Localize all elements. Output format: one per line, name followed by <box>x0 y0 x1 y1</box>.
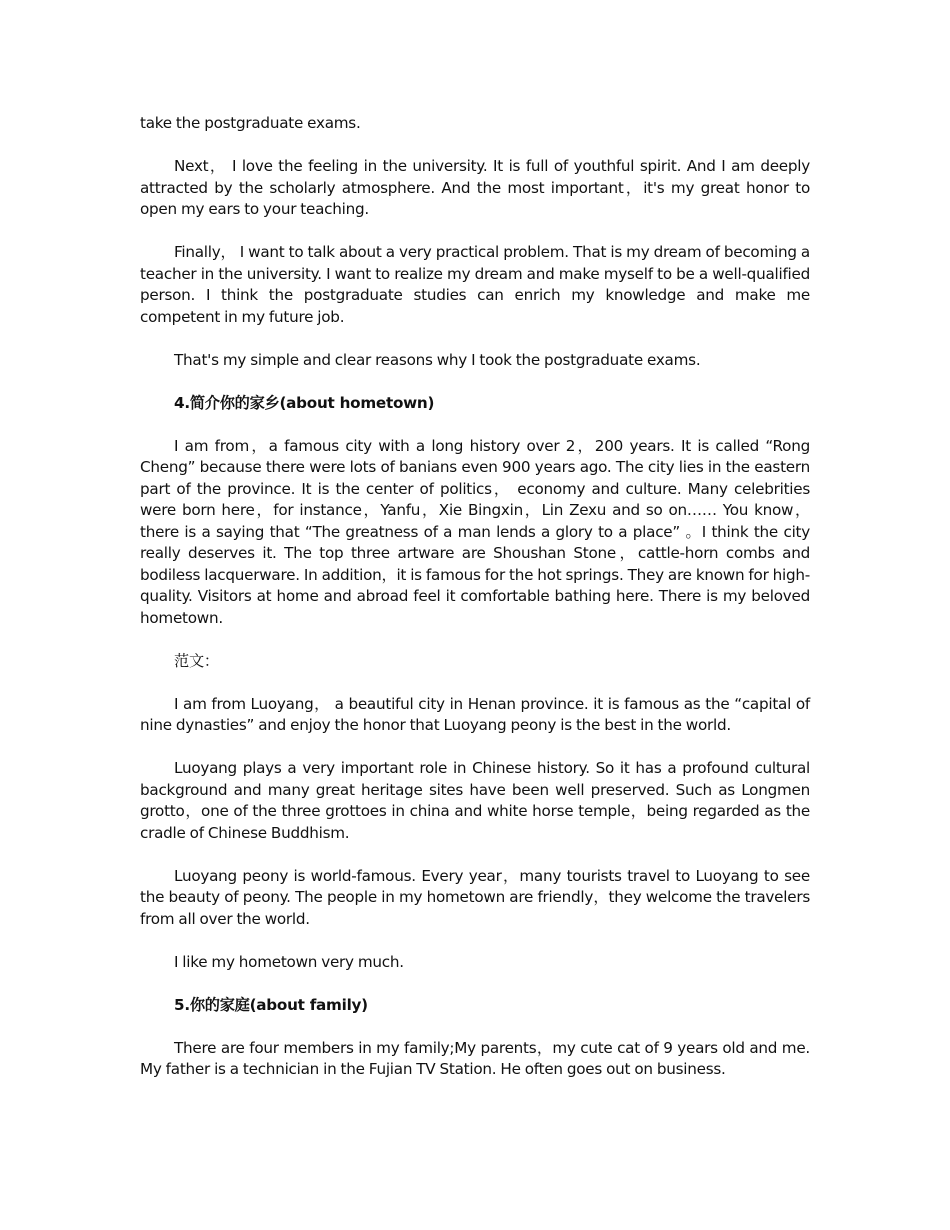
document-page <box>140 113 810 1102</box>
paragraph-continuation: take the postgraduate exams. <box>140 114 361 132</box>
sample-essay-label: 范文： <box>174 651 219 670</box>
paragraph-luoyang-history: Luoyang plays a very important role in Chinese history. So it has a profound cultural background and many great heritage sites have been well preserved. Such as Longmen grotto，one of the three grottoes in china and white horse temple，being regarded as the cradle of Chinese Buddhism. <box>140 759 810 842</box>
paragraph-summary: That's my simple and clear reasons why I took the postgraduate exams. <box>174 350 701 369</box>
paragraph-hometown: I am from，a famous city with a long history over 2，200 years. It is called “Rong Cheng” because there were lots of banians even 900 years ago. The city lies in the eastern part of the province. It is the center of politics， economy and culture. Many celebrities were born here，for instance，Yanfu，Xie Bingxin，Lin Zexu and so on…… You know， there is a saying that “The greatness of a man lends a glory to a place” 。I think the city really deserves it. The top three artware are Shoushan Stone，cattle-horn combs and bodiless lacquerware. In addition，it is famous for the hot springs. They are known for high-quality. Visitors at home and abroad feel it comfortable bathing here. There is my beloved hometown. <box>140 436 810 627</box>
paragraph-luoyang-peony: Luoyang peony is world-famous. Every year，many tourists travel to Luoyang to see the beauty of peony. The people in my hometown are friendly，they welcome the travelers from all over the world. <box>140 866 810 928</box>
paragraph-next: Next， I love the feeling in the university. It is full of youthful spirit. And I am deeply attracted by the scholarly atmosphere. And the most important，it's my great honor to open my ears to your teaching. <box>140 157 810 218</box>
paragraph-finally: Finally， I want to talk about a very practical problem. That is my dream of becoming a teacher in the university. I want to realize my dream and make myself to be a well-qualified person. I think the postgraduate studies can enrich my knowledge and make me competent in my future job. <box>140 243 810 326</box>
paragraph-family: There are four members in my family;My parents，my cute cat of 9 years old and me. My father is a technician in the Fujian TV Station. He often goes out on business. <box>140 1038 810 1078</box>
section-heading-hometown: 4.简介你的家乡(about hometown) <box>174 393 435 412</box>
paragraph-hometown-closing: I like my hometown very much. <box>174 952 404 971</box>
paragraph-luoyang-intro: I am from Luoyang， a beautiful city in Henan province. it is famous as the “capital of nine dynasties” and enjoy the honor that Luoyang peony is the best in the world. <box>140 694 810 734</box>
section-heading-family: 5.你的家庭(about family) <box>174 995 368 1014</box>
